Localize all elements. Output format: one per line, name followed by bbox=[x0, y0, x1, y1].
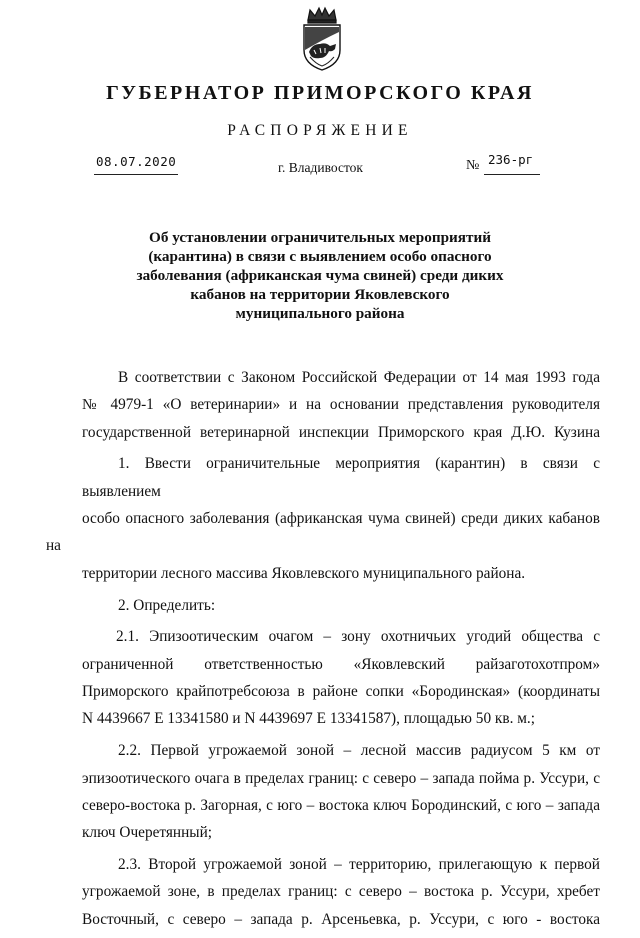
text-line: Приморского крайпотребсоюза в районе сопки «Бородинская» (координаты bbox=[82, 683, 600, 701]
text-line: В соответствии с Законом Российской Федерации от 14 мая 1993 года bbox=[118, 369, 600, 386]
date-field bbox=[94, 154, 178, 175]
text-line: угрожаемой зоне, в пределах границ: с северо – востока р. Уссури, хребет bbox=[82, 883, 600, 901]
document-type: РАСПОРЯЖЕНИЕ bbox=[227, 122, 413, 139]
text-line: 2. Определить: bbox=[118, 596, 216, 614]
text-line: эпизоотического очага в пределах границ: с северо – запада пойма р. Уссури, с bbox=[82, 769, 600, 787]
city: г. Владивосток bbox=[278, 160, 363, 175]
item-1-paragraph bbox=[46, 450, 600, 586]
text-line: Восточный, с северо – запада р. Арсеньевка, р. Уссури, с юго - востока bbox=[82, 910, 600, 928]
subject-line: заболевания (африканская чума свиней) среди диких bbox=[136, 267, 504, 284]
text-line: северо-востока р. Загорная, с юго – востока ключ Бородинский, с юго – запада bbox=[82, 796, 600, 814]
number-field bbox=[484, 152, 540, 175]
text-line: 2.2. Первой угрожаемой зоной – лесной массив радиусом 5 км от bbox=[118, 742, 600, 760]
item-2-2-paragraph bbox=[82, 737, 600, 846]
text-line: особо опасного заболевания (африканская чума свиней) среди диких кабанов на bbox=[46, 510, 600, 555]
item-2-paragraph bbox=[82, 592, 600, 619]
number-label: № bbox=[466, 158, 480, 173]
text-line: ограниченной ответственностью «Яковлевский райзаготохотпром» bbox=[82, 655, 600, 673]
subject-line: (карантина) в связи с выявлением особо опасного bbox=[148, 248, 492, 265]
text-line: территории лесного массива Яковлевского муниципального района. bbox=[82, 564, 526, 582]
document-date: 08.07.2020 bbox=[96, 154, 177, 169]
subject-line: муниципального района bbox=[235, 305, 405, 322]
subject-line: кабанов на территории Яковлевского bbox=[190, 286, 450, 303]
text-line: государственной ветеринарной инспекции Приморского края Д.Ю. Кузина bbox=[82, 423, 600, 441]
document-number: 236-рг bbox=[488, 152, 534, 167]
text-line: N 4439667 E 13341580 и N 4439697 E 13341587), площадью 50 кв. м.; bbox=[82, 710, 535, 728]
text-line: 2.1. Эпизоотическим очагом – зону охотничьих угодий общества с bbox=[116, 628, 600, 646]
item-2-3-paragraph bbox=[82, 851, 600, 933]
subject-line: Об установлении ограничительных мероприятий bbox=[149, 229, 491, 246]
governor-title: ГУБЕРНАТОР ПРИМОРСКОГО КРАЯ bbox=[106, 82, 534, 104]
item-2-1-paragraph bbox=[82, 623, 600, 732]
text-line: 2.3. Второй угрожаемой зоной – территорию, прилегающую к первой bbox=[118, 856, 600, 874]
text-line: ключ Очеретянный; bbox=[82, 824, 213, 842]
text-line: № 4979-1 «О ветеринарии» и на основании представления руководителя bbox=[82, 396, 600, 414]
document-body bbox=[46, 364, 600, 938]
preamble-paragraph bbox=[82, 364, 600, 446]
text-line: 1. Ввести ограничительные мероприятия (карантин) в связи с выявлением bbox=[82, 455, 600, 500]
coat-of-arms-icon bbox=[296, 6, 348, 72]
document-subject bbox=[130, 228, 510, 323]
